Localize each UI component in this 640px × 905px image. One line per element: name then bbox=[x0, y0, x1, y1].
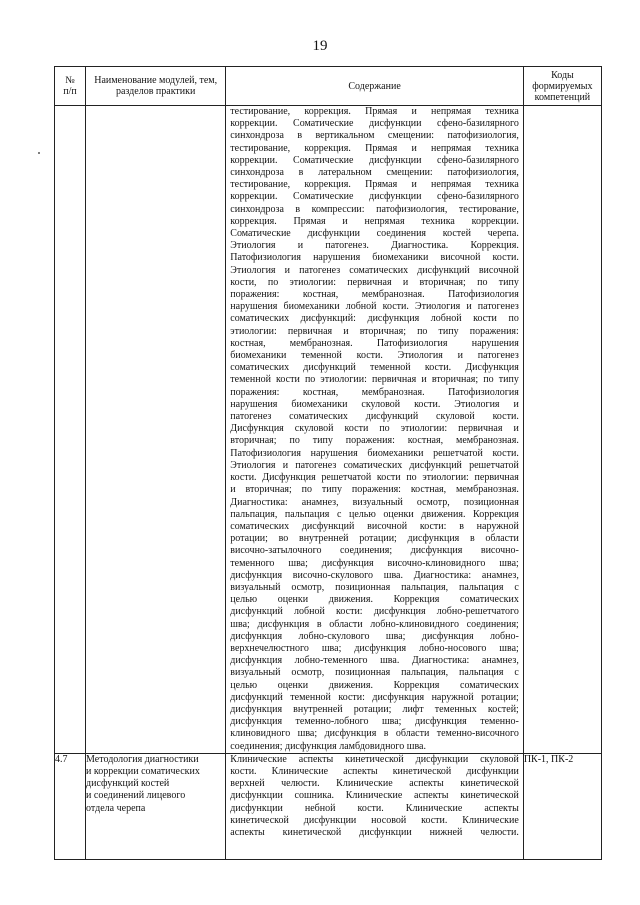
scan-speck bbox=[38, 152, 40, 154]
text-line: целью оценки движения. Коррекция соматических bbox=[230, 679, 519, 691]
text-line: Этиология и патогенез соматических дисфункций решетчатой bbox=[230, 459, 519, 471]
page-number: 19 bbox=[312, 38, 328, 54]
text-line: коррекции. Соматические дисфункции сфено-базилярного bbox=[230, 154, 519, 166]
text-line: костная, мембранозная. Патофизиология нарушения bbox=[230, 337, 519, 349]
text-line: целью оценки движения. Коррекция соматических bbox=[230, 594, 519, 606]
text-line: коррекции. Соматические дисфункции сфено-базилярного bbox=[230, 191, 519, 203]
text-line: визуальный осмотр, позиционная пальпация, пальпация с bbox=[230, 581, 519, 593]
text-line: кинетической дисфункции носовой кости. Клинические bbox=[230, 814, 519, 826]
table-row bbox=[55, 106, 602, 754]
row-num: 4.7 bbox=[55, 753, 86, 859]
text-line: Патофизиология нарушения биомеханики височной кости. bbox=[230, 252, 519, 264]
text-line: биомеханики теменной кости. Этиология и патогенез bbox=[230, 350, 519, 362]
text-line: Клинические аспекты кинетической дисфункции скуловой bbox=[230, 753, 519, 765]
text-line: соматических дисфункций: дисфункция лобной кости по bbox=[230, 313, 519, 325]
row-module-name bbox=[86, 106, 226, 754]
text-line: Дисфункция скуловой кости по этиологии: первичная и bbox=[230, 423, 519, 435]
text-line: кости, по этиологии: первичная и вторичная; по типу bbox=[230, 276, 519, 288]
text-line: ротации; во внутренней ротации; дисфункция в области bbox=[230, 533, 519, 545]
text-line: Этиология и патогенез. Диагностика. Коррекция. bbox=[230, 240, 519, 252]
text-line: и коррекции соматических bbox=[86, 765, 200, 777]
text-line: теменной кости по этиологии: первичная и вторичная; по типу bbox=[230, 374, 519, 386]
text-line: дисфункция височно-скулового шва. Диагностика: анамнез, bbox=[230, 569, 519, 581]
content-text bbox=[226, 106, 523, 753]
text-line: дисфункция лобно-скулового шва; дисфункция лобно- bbox=[230, 630, 519, 642]
text-line: нарушения биомеханики лобной кости. Этиология и патогенез bbox=[230, 301, 519, 313]
text-line: верхней челюсти. Клинические аспекты кинетической bbox=[230, 778, 519, 790]
header-name: Наименование модулей, тем, разделов практики bbox=[86, 67, 226, 106]
text-line: синхондроза в вертикальном смещении: патофизиология, bbox=[230, 130, 519, 142]
text-line: соматических дисфункций височной кости: в наружной bbox=[230, 520, 519, 532]
text-line: синхондроза в компрессии: патофизиология, тестирование, bbox=[230, 203, 519, 215]
text-line: отдела черепа bbox=[86, 802, 146, 814]
text-line: Соматические дисфункции соединения костей черепа. bbox=[230, 228, 519, 240]
text-line: дисфункций теменной кости: дисфункция наружной ротации; bbox=[230, 691, 519, 703]
text-line: шва; дисфункция в области лобно-клиновидного соединения; bbox=[230, 618, 519, 630]
text-line: Патофизиология нарушения биомеханики решетчатой кости. bbox=[230, 447, 519, 459]
text-line: Диагностика: анамнез, визуальный осмотр, позиционная bbox=[230, 496, 519, 508]
content-text bbox=[226, 754, 523, 839]
text-line: коррекция. Прямая и непрямая техника коррекции. bbox=[230, 215, 519, 227]
row-content bbox=[226, 753, 524, 859]
row-num bbox=[55, 106, 86, 754]
text-line: пальпация, пальпация с целью оценки движения. Коррекция bbox=[230, 508, 519, 520]
text-line: и соединений лицевого bbox=[86, 790, 186, 802]
text-line: тестирование, коррекция. Прямая и непрямая техника bbox=[230, 106, 519, 117]
text-line: коррекции. Соматические дисфункции сфено-базилярного bbox=[230, 118, 519, 130]
text-line: поражения: костная, мембранозная. Патофизиология bbox=[230, 386, 519, 398]
text-line: дисфункций лобной кости: дисфункция лобно-решетчатого bbox=[230, 606, 519, 618]
text-line: патогенез соматических дисфункций скуловой кости. bbox=[230, 411, 519, 423]
table-row bbox=[55, 753, 602, 859]
text-line: дисфункция внутренней ротации; лифт теменных костей; bbox=[230, 703, 519, 715]
row-codes bbox=[523, 106, 601, 754]
row-content bbox=[226, 106, 524, 754]
text-line: дисфункция лобно-теменного шва. Диагностика: анамнез, bbox=[230, 655, 519, 667]
text-line: дисфункции небной кости. Клинические аспекты bbox=[230, 802, 519, 814]
text-line: тестирование, коррекция. Прямая и непрямая техника bbox=[230, 179, 519, 191]
text-line: верхнечелюстного шва; дисфункция лобно-носового шва; bbox=[230, 642, 519, 654]
table-header-row bbox=[55, 67, 602, 106]
text-line: вторичная; по типу поражения: костная, мембранозная. bbox=[230, 435, 519, 447]
text-line: и вторичная; по типу поражения: костная, мембранозная. bbox=[230, 484, 519, 496]
text-line: поражения: костная, мембранозная. Патофизиология bbox=[230, 289, 519, 301]
curriculum-table bbox=[54, 66, 602, 860]
text-line: кости. Клинические аспекты кинетической дисфункции bbox=[230, 765, 519, 777]
text-line: теменного шва; дисфункция височно-клиновидного шва; bbox=[230, 557, 519, 569]
text-line: соматических дисфункций теменной кости. Дисфункция bbox=[230, 362, 519, 374]
text-line: Методология диагностики bbox=[86, 753, 199, 765]
text-line: тестирование, коррекция. Прямая и непрямая техника bbox=[230, 142, 519, 154]
text-line: аспекты кинетической дисфункции нижней челюсти. bbox=[230, 826, 519, 838]
header-num: № п/п bbox=[55, 67, 86, 106]
header-content: Содержание bbox=[226, 67, 524, 106]
text-line: дисфункция теменно-лобного шва; дисфункция теменно- bbox=[230, 716, 519, 728]
text-line: нарушения биомеханики скуловой кости. Этиология и bbox=[230, 398, 519, 410]
text-line: кости. Дисфункция решетчатой кости по этиологии: первичная bbox=[230, 472, 519, 484]
text-line: этиологии: первичная и вторичная; по типу поражения: bbox=[230, 325, 519, 337]
text-line: визуальный осмотр, позиционная пальпация, пальпация с bbox=[230, 667, 519, 679]
text-line: синхондроза в латеральном смещении: патофизиология, bbox=[230, 167, 519, 179]
text-line: дисфункций костей bbox=[86, 778, 170, 790]
header-codes: Коды формируемых компетенций bbox=[523, 67, 601, 106]
row-codes: ПК-1, ПК-2 bbox=[523, 753, 601, 859]
text-line: соединения; дисфункция ламбдовидного шва. bbox=[230, 740, 426, 752]
text-line: височно-затылочного соединения; дисфункция височно- bbox=[230, 545, 519, 557]
text-line: дисфункции сошника. Клинические аспекты кинетической bbox=[230, 790, 519, 802]
text-line: Этиология и патогенез соматических дисфункций височной bbox=[230, 264, 519, 276]
row-module-name bbox=[86, 753, 226, 859]
text-line: клиновидного шва; дисфункция в области теменно-височного bbox=[230, 728, 519, 740]
